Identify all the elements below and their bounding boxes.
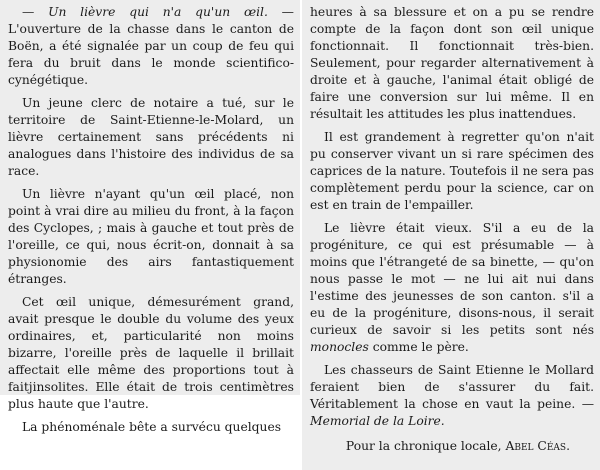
article-paragraph-8 [310,220,594,356]
article-paragraph-7: Il est grandement à regretter qu'on n'ait pu conserver vivant un si rare spécimen des caprices de la nature. Toutefois il ne sera pas complètement perdu pour la science, car on est en train de l'empailler. [310,130,594,212]
article-paragraph-8-text: Le lièvre était vieux. S'il a eu de la progéniture, ce qui est présumable — à moins que l'étrangeté de sa binette, — qu'on nous passe le mot — ne lui ait nui dans l'estime des jeunesses de son canton. s'il a eu de la progéniture, disons-nous, il serait curieux de savoir si les petits sont nés [310,221,594,337]
article-paragraph-6: heures à sa blessure et on a pu se rendre compte de la façon dont son œil unique fonctionnait. Il fonctionnait très-bien. Seulement, pour regarder alternativement à droite et à gauche, l'animal était obligé de faire une conversion sur lui même. Il en résultait les attitudes les plus inattendues. [310,5,594,121]
signoff-line [310,438,594,455]
signoff-label: Pour la chronique locale, [345,439,506,453]
article-paragraph-2: Un jeune clerc de notaire a tué, sur le territoire de Saint-Etienne-le-Molard, un lièvre certainement sans précédents ni analogues dans l'histoire des individus de sa race. [8,96,294,178]
article-title: — Un lièvre qui n'a qu'un œil. [22,5,268,19]
right-column [302,0,600,470]
article-paragraph-1 [8,4,294,89]
left-column [0,0,300,434]
article-paragraph-5: La phénoménale bête a survécu quelques [22,420,282,434]
article-paragraph-9 [310,362,594,430]
article-paragraph-1-text: — L'ouverture de la chasse dans le canton de Boën, a été signalée par un coup de feu qui fera du bruit dans le monde scientifico-cynégétique. [8,5,294,87]
article-paragraph-3: Un lièvre n'ayant qu'un œil placé, non point à vrai dire au milieu du front, à la façon des Cyclopes, ; mais à gauche et tout près de l'oreille, ce qui, nous écrit-on, donnait à sa physionomie des airs fantastiquement étranges. [8,187,294,286]
article-paragraph-4: Cet œil unique, démesurément grand, avait presque le double du volume des yeux ordinaires, et, particularité non moins bizarre, l'oreille près de laquelle il brillait affectait elle même des proportions tout à faitjinsolites. Elle était de trois centimètres plus haute que l'autre. [8,295,294,411]
article-paragraph-8-end: comme le père. [368,340,469,354]
article-paragraph-9-text: Les chasseurs de Saint Etienne le Mollard feraient bien de s'assurer du fait. Véritablement la chose en vaut la peine. — [310,363,594,411]
author-name: Abel Céas. [505,439,570,453]
source-citation: Memorial de la Loire. [310,414,445,428]
italic-word-monocles: monocles [310,340,369,354]
